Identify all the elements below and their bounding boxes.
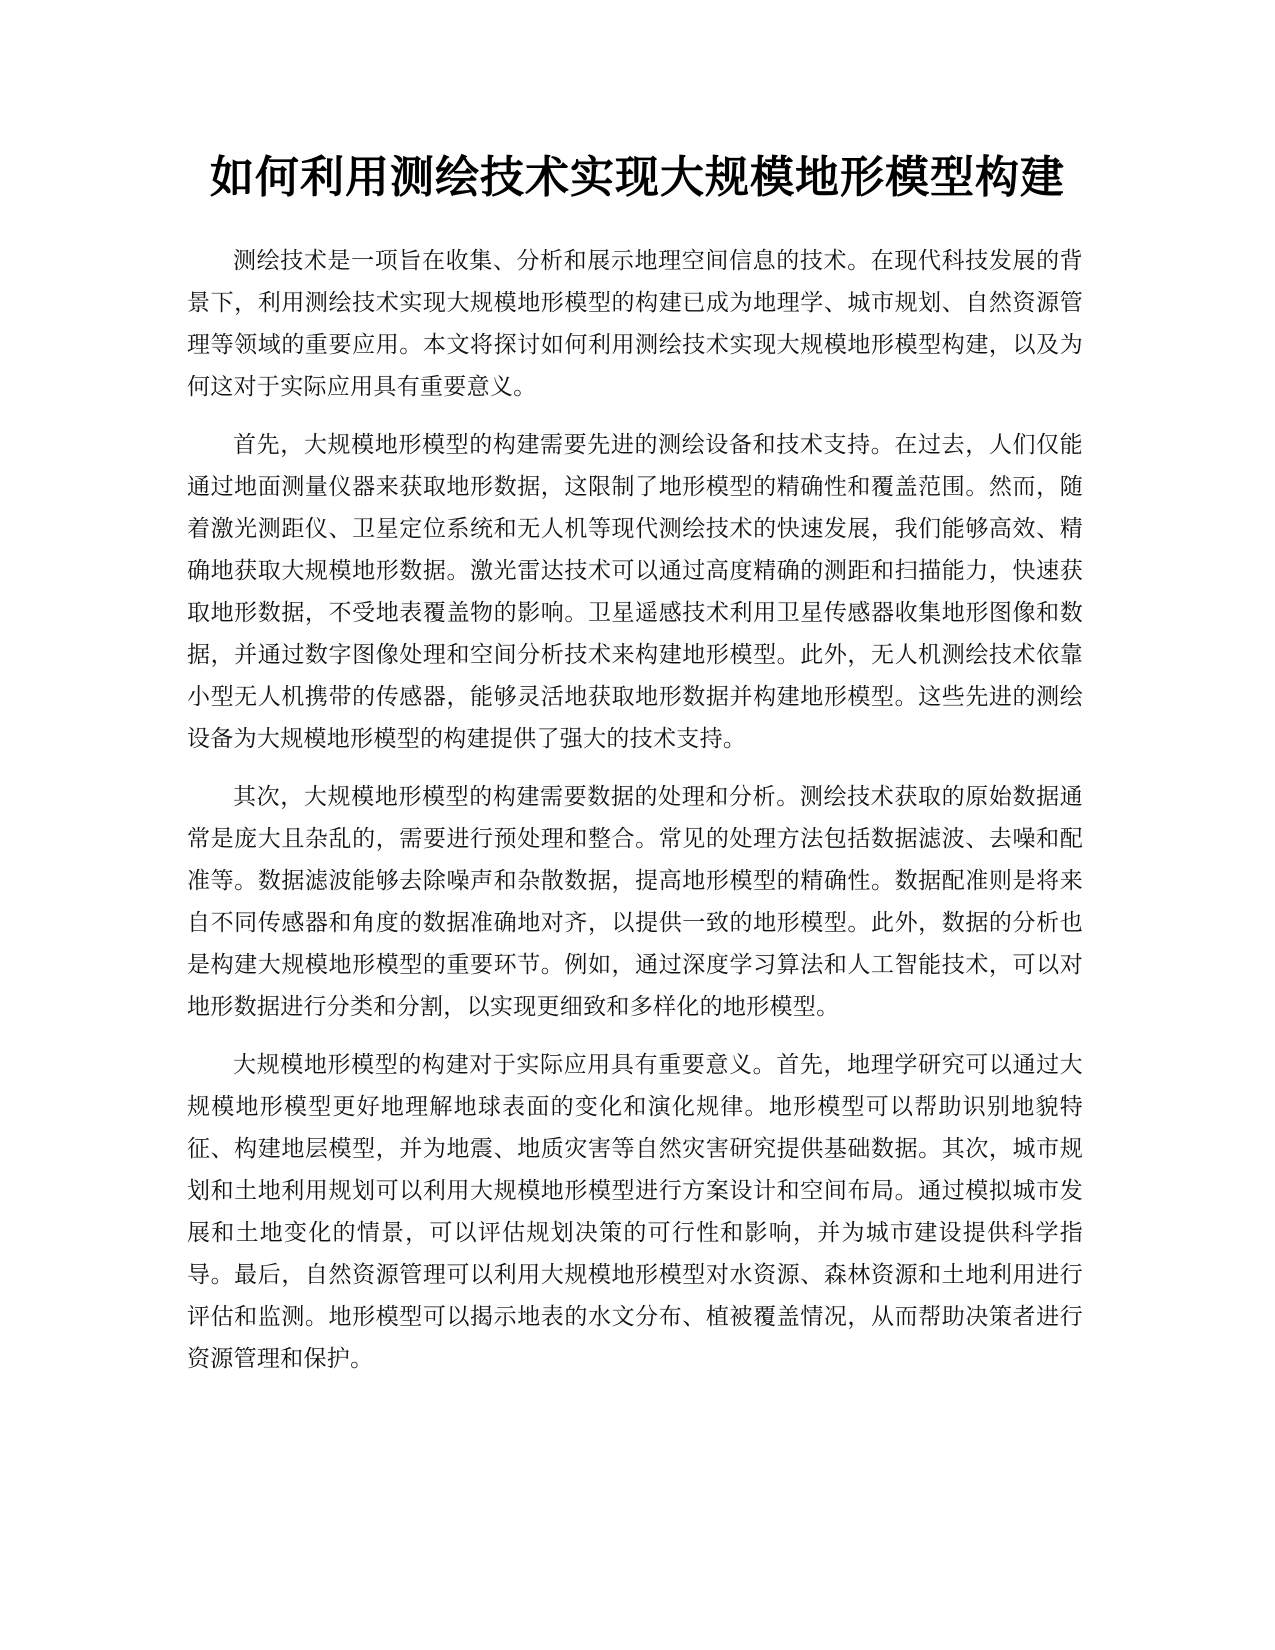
paragraph-2: 首先，大规模地形模型的构建需要先进的测绘设备和技术支持。在过去，人们仅能通过地面测量仪器来获取地形数据，这限制了地形模型的精确性和覆盖范围。然而，随着激光测距仪、卫星定位系统和无人机等现代测绘技术的快速发展，我们能够高效、精确地获取大规模地形数据。激光雷达技术可以通过高度精确的测距和扫描能力，快速获取地形数据，不受地表覆盖物的影响。卫星遥感技术利用卫星传感器收集地形图像和数据，并通过数字图像处理和空间分析技术来构建地形模型。此外，无人机测绘技术依靠小型无人机携带的传感器，能够灵活地获取地形数据并构建地形模型。这些先进的测绘设备为大规模地形模型的构建提供了强大的技术支持。 xyxy=(187,432,1083,752)
paragraph-4: 大规模地形模型的构建对于实际应用具有重要意义。首先，地理学研究可以通过大规模地形模型更好地理解地球表面的变化和演化规律。地形模型可以帮助识别地貌特征、构建地层模型，并为地震、地质灾害等自然灾害研究提供基础数据。其次，城市规划和土地利用规划可以利用大规模地形模型进行方案设计和空间布局。通过模拟城市发展和土地变化的情景，可以评估规划决策的可行性和影响，并为城市建设提供科学指导。最后，自然资源管理可以利用大规模地形模型对水资源、森林资源和土地利用进行评估和监测。地形模型可以揭示地表的水文分布、植被覆盖情况，从而帮助决策者进行资源管理和保护。 xyxy=(187,1052,1083,1372)
paragraph-3: 其次，大规模地形模型的构建需要数据的处理和分析。测绘技术获取的原始数据通常是庞大且杂乱的，需要进行预处理和整合。常见的处理方法包括数据滤波、去噪和配准等。数据滤波能够去除噪声和杂散数据，提高地形模型的精确性。数据配准则是将来自不同传感器和角度的数据准确地对齐，以提供一致的地形模型。此外，数据的分析也是构建大规模地形模型的重要环节。例如，通过深度学习算法和人工智能技术，可以对地形数据进行分类和分割，以实现更细致和多样化的地形模型。 xyxy=(187,784,1083,1020)
document-title: 如何利用测绘技术实现大规模地形模型构建 xyxy=(210,152,1065,203)
document-body xyxy=(187,240,1083,1396)
paragraph-1: 测绘技术是一项旨在收集、分析和展示地理空间信息的技术。在现代科技发展的背景下，利用测绘技术实现大规模地形模型的构建已成为地理学、城市规划、自然资源管理等领域的重要应用。本文将探讨如何利用测绘技术实现大规模地形模型构建，以及为何这对于实际应用具有重要意义。 xyxy=(187,248,1083,400)
